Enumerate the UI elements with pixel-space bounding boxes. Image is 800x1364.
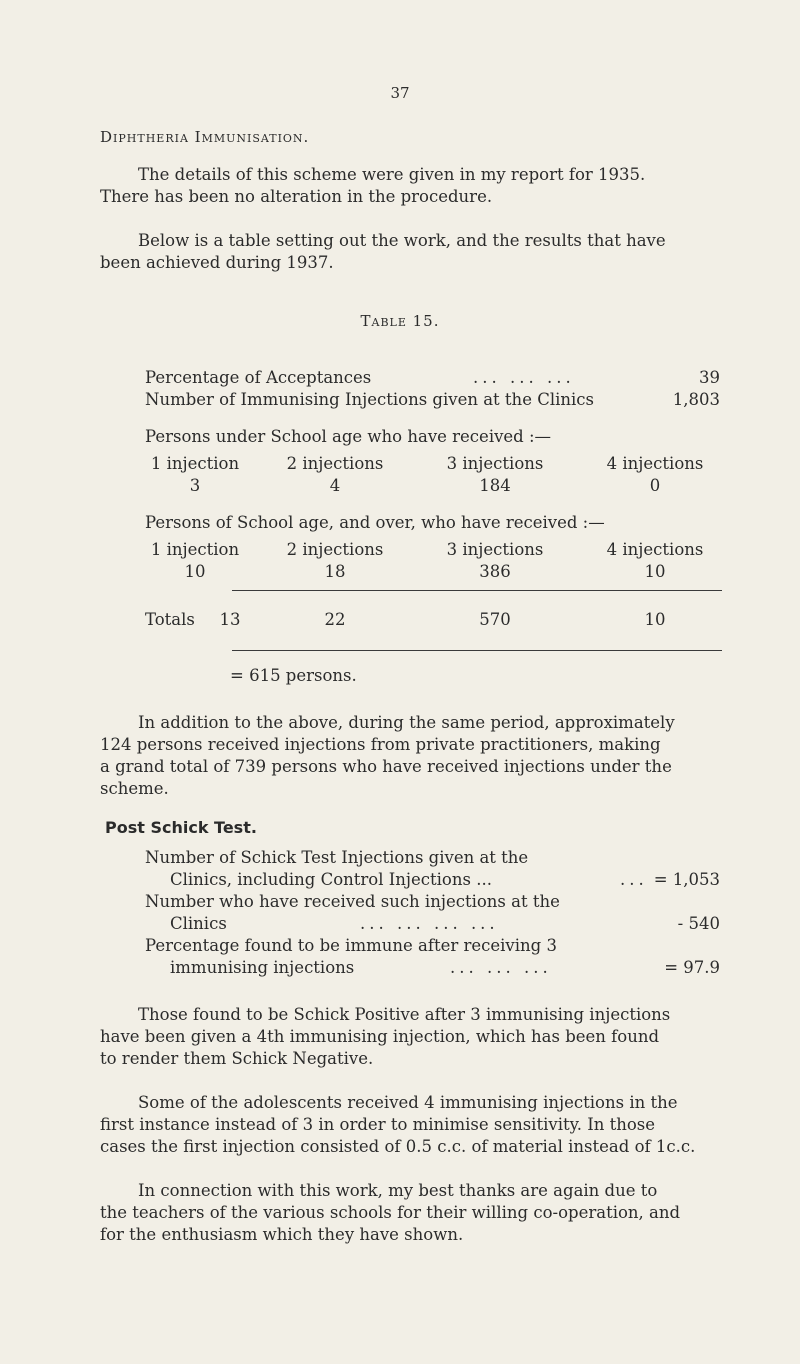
intro-paragraph-2 bbox=[100, 230, 720, 274]
text-line: Some of the adolescents received 4 immunising injections in the bbox=[138, 1093, 678, 1112]
text-line: have been given a 4th immunising injection, which has been found bbox=[100, 1027, 660, 1046]
school-col-2: 2 injections bbox=[286, 540, 384, 559]
thanks-paragraph bbox=[100, 1180, 720, 1246]
acceptances-label: Percentage of Acceptances bbox=[145, 368, 372, 387]
text-line: 124 persons received injections from private practitioners, making bbox=[100, 735, 661, 754]
text-line: There has been no alteration in the procedure. bbox=[100, 187, 493, 206]
schick-row-1-line-2: Clinics, including Control Injections ... bbox=[170, 870, 492, 889]
school-val-2: 18 bbox=[324, 562, 346, 581]
acceptances-value: 39 bbox=[699, 368, 720, 387]
totals-val-3: 570 bbox=[479, 610, 511, 629]
text-line: a grand total of 739 persons who have received injections under the bbox=[100, 757, 672, 776]
text-line: Those found to be Schick Positive after 3 immunising injections bbox=[138, 1005, 671, 1024]
text-line: first instance instead of 3 in order to minimise sensitivity. In those bbox=[100, 1115, 656, 1134]
text-line: scheme. bbox=[100, 779, 169, 798]
schick-row-1-dots: ... bbox=[620, 870, 648, 889]
school-val-1: 10 bbox=[184, 562, 206, 581]
post-schick-heading: Post Schick Test. bbox=[105, 818, 257, 837]
under-val-4: 0 bbox=[649, 476, 661, 495]
text-line: for the enthusiasm which they have shown. bbox=[100, 1225, 464, 1244]
text-line: cases the first injection consisted of 0.5 c.c. of material instead of 1c.c. bbox=[100, 1137, 696, 1156]
under-col-4: 4 injections bbox=[606, 454, 704, 473]
schick-row-3-value: = 97.9 bbox=[664, 958, 720, 977]
schick-row-3-line-2: immunising injections bbox=[170, 958, 355, 977]
schick-row-1-line-1: Number of Schick Test Injections given at the bbox=[145, 848, 529, 867]
text-line: In connection with this work, my best thanks are again due to bbox=[138, 1181, 658, 1200]
under-col-3: 3 injections bbox=[446, 454, 544, 473]
page-number: 37 bbox=[390, 84, 410, 102]
section-title: Diphtheria Immunisation. bbox=[100, 128, 310, 146]
totals-val-1: 13 bbox=[219, 610, 241, 629]
text-line: Below is a table setting out the work, and the results that have bbox=[138, 231, 666, 250]
under-val-3: 184 bbox=[479, 476, 511, 495]
totals-val-2: 22 bbox=[324, 610, 346, 629]
under-val-2: 4 bbox=[329, 476, 341, 495]
under-school-age-heading: Persons under School age who have received :— bbox=[145, 427, 552, 446]
schick-row-2-dots: ... ... ... ... bbox=[360, 914, 499, 933]
school-val-3: 386 bbox=[479, 562, 511, 581]
totals-bottom-rule bbox=[232, 650, 722, 651]
under-col-1: 1 injection bbox=[150, 454, 240, 473]
totals-top-rule bbox=[232, 590, 722, 591]
school-age-heading: Persons of School age, and over, who have received :— bbox=[145, 513, 605, 532]
table-title: Table 15. bbox=[360, 312, 440, 330]
intro-paragraph-1 bbox=[100, 164, 720, 208]
adolescents-paragraph bbox=[100, 1092, 720, 1158]
schick-row-2-line-1: Number who have received such injections at the bbox=[145, 892, 560, 911]
schick-row-3-line-1: Percentage found to be immune after receiving 3 bbox=[145, 936, 557, 955]
schick-row-2-line-2: Clinics bbox=[170, 914, 227, 933]
text-line: to render them Schick Negative. bbox=[100, 1049, 374, 1068]
acceptances-dots: ... ... ... bbox=[473, 368, 575, 387]
text-line: been achieved during 1937. bbox=[100, 253, 334, 272]
totals-val-4: 10 bbox=[644, 610, 666, 629]
under-val-1: 3 bbox=[189, 476, 201, 495]
grand-total: = 615 persons. bbox=[230, 666, 357, 685]
clinic-injections-label: Number of Immunising Injections given at the Clinics bbox=[145, 390, 594, 409]
school-val-4: 10 bbox=[644, 562, 666, 581]
schick-positive-paragraph bbox=[100, 1004, 720, 1070]
under-col-2: 2 injections bbox=[286, 454, 384, 473]
clinic-injections-value: 1,803 bbox=[672, 390, 720, 409]
text-line: the teachers of the various schools for their willing co-operation, and bbox=[100, 1203, 681, 1222]
school-col-1: 1 injection bbox=[150, 540, 240, 559]
text-line: In addition to the above, during the same period, approximately bbox=[138, 713, 675, 732]
totals-label: Totals bbox=[145, 610, 195, 629]
addition-paragraph bbox=[100, 712, 720, 800]
schick-row-2-value: - 540 bbox=[677, 914, 720, 933]
schick-row-1-value: = 1,053 bbox=[653, 870, 720, 889]
school-col-3: 3 injections bbox=[446, 540, 544, 559]
schick-row-3-dots: ... ... ... bbox=[450, 958, 552, 977]
text-line: The details of this scheme were given in my report for 1935. bbox=[138, 165, 646, 184]
school-col-4: 4 injections bbox=[606, 540, 704, 559]
